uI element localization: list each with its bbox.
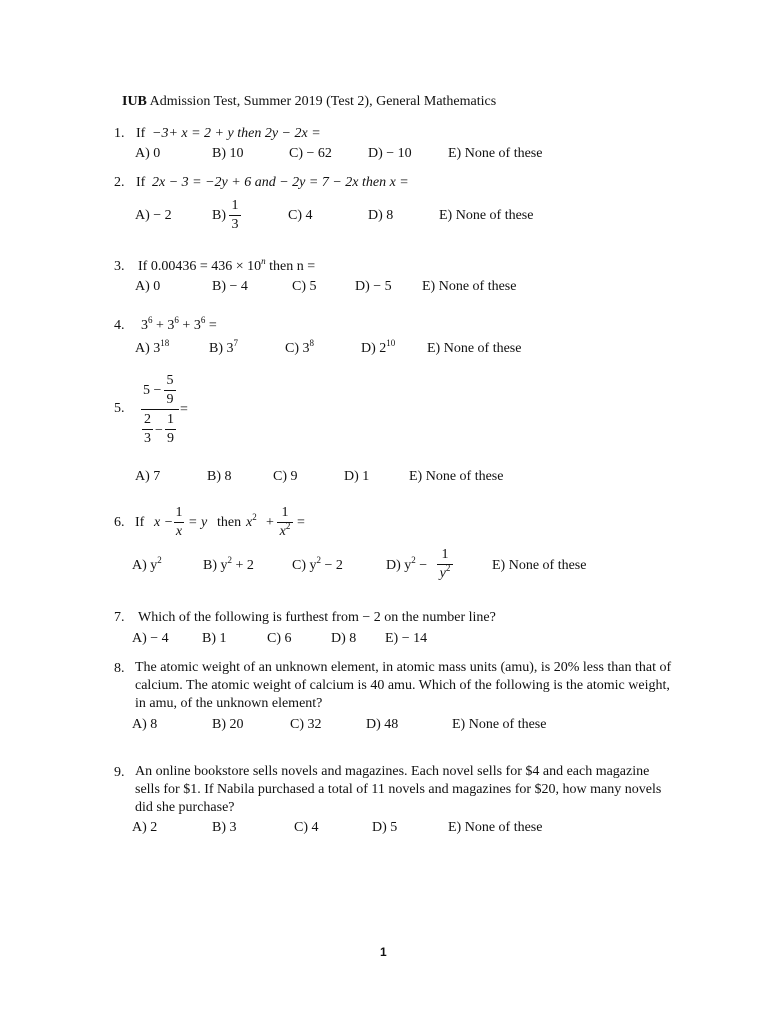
fraction-bar bbox=[174, 522, 184, 523]
main-fraction-bar bbox=[141, 409, 179, 410]
question-number: 7. bbox=[114, 610, 125, 625]
option-e: E) None of these bbox=[427, 341, 522, 356]
then-word: then bbox=[217, 515, 242, 530]
option-d: D) − 10 bbox=[368, 146, 412, 161]
minus-sign: − bbox=[155, 423, 163, 438]
option-text: D) 2 bbox=[361, 341, 387, 356]
page-title bbox=[122, 95, 496, 109]
question-stem bbox=[138, 256, 316, 274]
question-stem: The atomic weight of an unknown element, in atomic mass units (amu), is 20% less than that of calcium. The atomic weight of calcium is 40 amu. Which of the following is the atomic weight, in amu, of the unknown element? bbox=[135, 660, 672, 711]
fraction-numerator: 2 bbox=[144, 412, 151, 427]
fraction-numerator: 5 bbox=[166, 373, 174, 388]
term-exponent: 6 bbox=[148, 315, 153, 325]
denominator-fraction-2 bbox=[165, 413, 176, 446]
option-e: E) None of these bbox=[448, 820, 543, 835]
fraction-denominator: x bbox=[175, 524, 183, 539]
exponent: 2 bbox=[445, 563, 451, 573]
option-exponent: 2 bbox=[227, 555, 232, 565]
term-base: 3 bbox=[193, 318, 201, 333]
option-exponent: 8 bbox=[309, 338, 314, 348]
option-text: D) y bbox=[386, 558, 412, 573]
denominator-fraction-1 bbox=[142, 413, 153, 446]
option-c bbox=[292, 555, 343, 573]
term-base: 3 bbox=[141, 318, 148, 333]
stem-exponent: n bbox=[261, 256, 266, 266]
option-post: − 2 bbox=[321, 558, 343, 573]
question-stem: Which of the following is furthest from − 2 on the number line? bbox=[138, 610, 496, 625]
question-stem: 2x − 3 = −2y + 6 and − 2y = 7 − 2x then x = bbox=[152, 175, 409, 190]
option-e: E) None of these bbox=[422, 279, 517, 294]
option-c: C) 4 bbox=[288, 208, 313, 223]
option-b: B) 20 bbox=[212, 717, 244, 732]
option-b bbox=[203, 555, 254, 573]
option-d: D) − 5 bbox=[355, 279, 392, 294]
option-e: E) None of these bbox=[492, 558, 587, 573]
option-d bbox=[386, 555, 428, 573]
exponent: 2 bbox=[252, 512, 257, 522]
option-b: B) − 4 bbox=[212, 279, 248, 294]
option-text: B) y bbox=[203, 558, 228, 573]
question-stem: $3^6 + 3^6 + 3^6$ = bbox=[141, 315, 217, 333]
option-text: C) y bbox=[292, 558, 317, 573]
fraction-bar bbox=[164, 390, 176, 391]
question-stem-prefix: If bbox=[136, 126, 146, 141]
fraction-denominator bbox=[437, 563, 453, 581]
stem-post: then n = bbox=[265, 259, 316, 274]
option-c: C) 4 bbox=[294, 820, 319, 835]
base: y bbox=[439, 566, 446, 581]
question-number: 8. bbox=[114, 661, 125, 676]
option-d: D) 5 bbox=[372, 820, 398, 835]
exponent: 2 bbox=[285, 521, 291, 531]
option-b bbox=[209, 338, 238, 356]
option-e: E) None of these bbox=[452, 717, 547, 732]
fraction-denominator: 3 bbox=[144, 431, 151, 446]
question-number: 6. bbox=[114, 515, 125, 530]
option-a: A) − 4 bbox=[132, 631, 169, 646]
option-a: A) 8 bbox=[132, 717, 158, 732]
option-e: E) None of these bbox=[409, 469, 504, 484]
question-stem: −3+ x = 2 + y then 2y − 2x = bbox=[152, 126, 321, 141]
option-d bbox=[361, 338, 396, 356]
fraction-numerator: 1 bbox=[441, 547, 449, 562]
option-b: B) 10 bbox=[212, 146, 244, 161]
option-b: B) 3 bbox=[212, 820, 237, 835]
option-a bbox=[135, 338, 170, 356]
question-number: 3. bbox=[114, 259, 125, 274]
stem-x: x − bbox=[154, 515, 174, 530]
page-number: 1 bbox=[380, 945, 387, 959]
equals-sign: = bbox=[297, 515, 305, 530]
question-number: 1. bbox=[114, 126, 125, 141]
fraction-denominator: 9 bbox=[167, 431, 174, 446]
option-exponent: 2 bbox=[316, 555, 321, 565]
option-b: B) 8 bbox=[207, 469, 232, 484]
option-a: A) 2 bbox=[132, 820, 158, 835]
question-stem-prefix: If bbox=[136, 175, 146, 190]
numerator-whole: 5 − bbox=[143, 383, 162, 398]
option-text: B) 3 bbox=[209, 341, 234, 356]
option-e: E) None of these bbox=[448, 146, 543, 161]
option-d: D) 8 bbox=[331, 631, 357, 646]
option-a bbox=[132, 555, 162, 573]
plus-sign: + bbox=[266, 515, 274, 530]
option-d: D) 8 bbox=[368, 208, 394, 223]
option-exponent: 7 bbox=[233, 338, 238, 348]
fraction-bar bbox=[229, 215, 241, 216]
option-e: E) − 14 bbox=[385, 631, 428, 646]
fraction-numerator: 1 bbox=[175, 505, 183, 520]
fraction-denominator bbox=[277, 521, 293, 539]
equals-sign: = bbox=[180, 402, 188, 417]
option-a: A) 0 bbox=[135, 279, 161, 294]
base: x bbox=[279, 524, 286, 539]
term-exponent: 6 bbox=[174, 315, 179, 325]
if-word: If bbox=[135, 515, 145, 530]
option-exponent: 10 bbox=[386, 338, 396, 348]
option-c: C) 6 bbox=[267, 631, 292, 646]
option-d-fraction bbox=[437, 548, 453, 581]
stem-x-squared bbox=[246, 512, 257, 530]
option-d: D) 1 bbox=[344, 469, 370, 484]
option-text: C) 3 bbox=[285, 341, 310, 356]
fraction-denominator: 9 bbox=[166, 392, 174, 407]
option-exponent: 18 bbox=[160, 338, 170, 348]
stem-fraction-1 bbox=[174, 506, 184, 539]
question-stem: An online bookstore sells novels and magazines. Each novel sells for $4 and each magazine sells for $1. If Nabila purchased a total of 11 novels and magazines for $20, how many novels did she purchase? bbox=[135, 764, 662, 815]
title-institution: IUB bbox=[122, 94, 147, 109]
fraction-numerator: 1 bbox=[281, 505, 289, 520]
title-text: Admission Test, Summer 2019 (Test 2), General Mathematics bbox=[149, 94, 497, 109]
stem-main: If 0.00436 = 436 × 10 bbox=[138, 259, 262, 274]
option-post: + 2 bbox=[232, 558, 254, 573]
option-e: E) None of these bbox=[439, 208, 534, 223]
option-c: C) − 62 bbox=[289, 146, 332, 161]
option-c bbox=[285, 338, 314, 356]
option-c: C) 9 bbox=[273, 469, 298, 484]
question-number: 5. bbox=[114, 401, 125, 416]
base: x bbox=[246, 515, 253, 530]
fraction-denominator: 3 bbox=[231, 217, 239, 232]
stem-equals-y: = y bbox=[188, 515, 208, 530]
option-a: A) 7 bbox=[135, 469, 161, 484]
term-exponent: 6 bbox=[200, 315, 206, 325]
fraction-bar bbox=[142, 429, 153, 430]
fraction-numerator: 1 bbox=[231, 198, 239, 213]
option-b: B) bbox=[212, 208, 226, 223]
option-c: C) 32 bbox=[290, 717, 322, 732]
option-post: − bbox=[415, 558, 428, 573]
option-exponent: 2 bbox=[157, 555, 162, 565]
option-b: B) 1 bbox=[202, 631, 227, 646]
stem-fraction-2 bbox=[277, 506, 293, 539]
option-exponent: 2 bbox=[411, 555, 416, 565]
option-b-fraction bbox=[229, 199, 241, 232]
option-d: D) 48 bbox=[366, 717, 399, 732]
question-number: 4. bbox=[114, 318, 125, 333]
question-number: 9. bbox=[114, 765, 125, 780]
option-c: C) 5 bbox=[292, 279, 317, 294]
term-base: 3 bbox=[167, 318, 175, 333]
option-text: A) 3 bbox=[135, 341, 161, 356]
option-text: A) y bbox=[132, 558, 158, 573]
numerator-fraction bbox=[164, 374, 176, 407]
option-a: A) 0 bbox=[135, 146, 161, 161]
fraction-numerator: 1 bbox=[167, 412, 174, 427]
fraction-bar bbox=[165, 429, 176, 430]
option-a: A) − 2 bbox=[135, 208, 172, 223]
question-number: 2. bbox=[114, 175, 125, 190]
